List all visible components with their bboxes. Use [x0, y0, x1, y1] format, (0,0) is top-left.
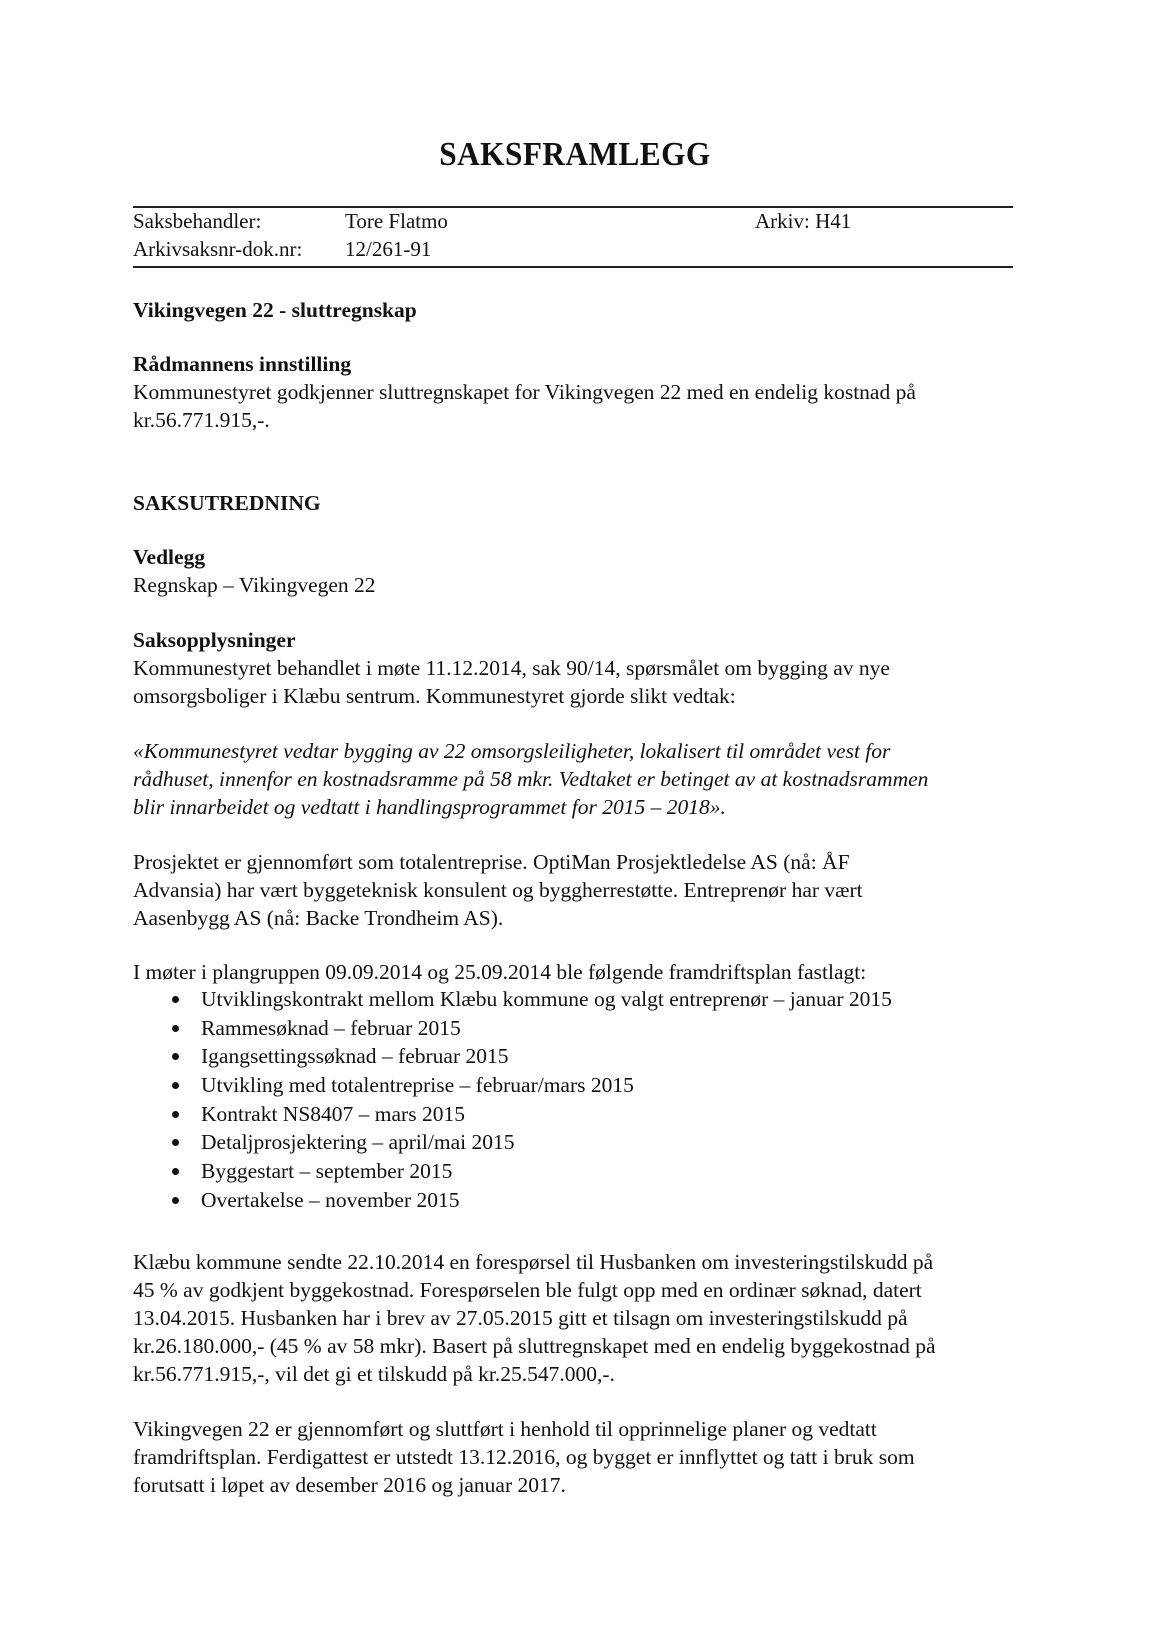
project-line: Aasenbygg AS (nå: Backe Trondheim AS). [133, 906, 504, 930]
plan-item-text: Byggestart – september 2015 [201, 1159, 453, 1184]
document-title: SAKSFRAMLEGG [439, 136, 711, 173]
bullet-icon [172, 1025, 179, 1032]
plan-item-text: Detaljprosjektering – april/mai 2015 [201, 1130, 515, 1155]
project-line: Prosjektet er gjennomført som totalentreprise. OptiMan Prosjektledelse AS (nå: ÅF [133, 850, 850, 874]
saksbehandler-label: Saksbehandler: [133, 209, 262, 233]
plan-item-text: Rammesøknad – februar 2015 [201, 1015, 461, 1040]
plan-item-text: Utviklingskontrakt mellom Klæbu kommune og valgt entreprenør – januar 2015 [201, 987, 892, 1011]
case-title: Vikingvegen 22 - sluttregnskap [133, 298, 417, 322]
bullet-icon [172, 1139, 179, 1146]
project-line: Advansia) har vært byggeteknisk konsulent og byggherrestøtte. Entreprenør har vært [133, 878, 863, 902]
plan-item [133, 985, 1033, 1014]
arkiv-code: Arkiv: H41 [755, 209, 852, 233]
plan-item-text: Igangsettingssøknad – februar 2015 [201, 1044, 509, 1069]
intro-line: Kommunestyret behandlet i møte 11.12.2014, sak 90/14, spørsmålet om bygging av nye [133, 656, 890, 680]
husbanken-line: kr.56.771.915,-, vil det gi et tilskudd på kr.25.547.000,-. [133, 1362, 615, 1386]
arkivsaksnr-label: Arkivsaksnr-dok.nr: [133, 237, 303, 261]
plan-item [133, 1014, 1033, 1043]
husbanken-line: 45 % av godkjent byggekostnad. Forespørselen ble fulgt opp med en ordinær søknad, datert [133, 1278, 922, 1302]
quote-line: rådhuset, innenfor en kostnadsramme på 58 mkr. Vedtaket er betinget av at kostnadsrammen [133, 767, 929, 791]
plan-item [133, 1186, 1033, 1215]
case-info-heading: Saksopplysninger [133, 628, 296, 652]
intro-line: omsorgsboliger i Klæbu sentrum. Kommunestyret gjorde slikt vedtak: [133, 684, 736, 708]
completion-line: framdriftsplan. Ferdigattest er utstedt 13.12.2016, og bygget er innflyttet og tatt i bruk som [133, 1445, 915, 1469]
recommendation-line: kr.56.771.915,-. [133, 408, 270, 432]
husbanken-line: Klæbu kommune sendte 22.10.2014 en forespørsel til Husbanken om investeringstilskudd på [133, 1250, 934, 1274]
bullet-icon [172, 1197, 179, 1204]
plan-item [133, 1071, 1033, 1100]
plan-item [133, 1128, 1033, 1157]
quote-line: «Kommunestyret vedtar bygging av 22 omsorgsleiligheter, lokalisert til området vest for [133, 739, 891, 763]
plan-item [133, 1157, 1033, 1186]
arkivsaksnr-value: 12/261-91 [345, 237, 432, 261]
attachment-item: Regnskap – Vikingvegen 22 [133, 573, 376, 597]
husbanken-line: kr.26.180.000,- (45 % av 58 mkr). Basert på sluttregnskapet med en endelig byggekostnad på [133, 1334, 936, 1358]
plan-list [133, 985, 1033, 1215]
husbanken-line: 13.04.2015. Husbanken har i brev av 27.05.2015 gitt et tilsagn om investeringstilskudd på [133, 1306, 908, 1330]
completion-line: Vikingvegen 22 er gjennomført og sluttført i henhold til opprinnelige planer og vedtatt [133, 1417, 877, 1441]
bullet-icon [172, 1082, 179, 1089]
plan-item [133, 1100, 1033, 1129]
header-rule-bottom [133, 266, 1013, 268]
recommendation-line: Kommunestyret godkjenner sluttregnskapet for Vikingvegen 22 med en endelig kostnad på [133, 380, 916, 404]
plan-item [133, 1042, 1033, 1071]
plan-intro: I møter i plangruppen 09.09.2014 og 25.09.2014 ble følgende framdriftsplan fastlagt: [133, 960, 867, 984]
plan-item-text: Utvikling med totalentreprise – februar/mars 2015 [201, 1073, 634, 1098]
recommendation-heading: Rådmannens innstilling [133, 352, 352, 376]
bullet-icon [172, 1111, 179, 1118]
meta-row-saksbehandler [133, 207, 1013, 236]
saksbehandler-value: Tore Flatmo [345, 209, 448, 233]
attachments-heading: Vedlegg [133, 545, 206, 569]
plan-item-text: Kontrakt NS8407 – mars 2015 [201, 1101, 465, 1126]
bullet-icon [172, 1053, 179, 1060]
bullet-icon [172, 996, 179, 1003]
meta-row-arkivsaksnr [133, 235, 1013, 264]
plan-item-text: Overtakelse – november 2015 [201, 1187, 460, 1212]
completion-line: forutsatt i løpet av desember 2016 og januar 2017. [133, 1473, 566, 1497]
quote-line: blir innarbeidet og vedtatt i handlingsprogrammet for 2015 – 2018». [133, 795, 726, 819]
saksutredning-heading: SAKSUTREDNING [133, 491, 321, 515]
bullet-icon [172, 1168, 179, 1175]
